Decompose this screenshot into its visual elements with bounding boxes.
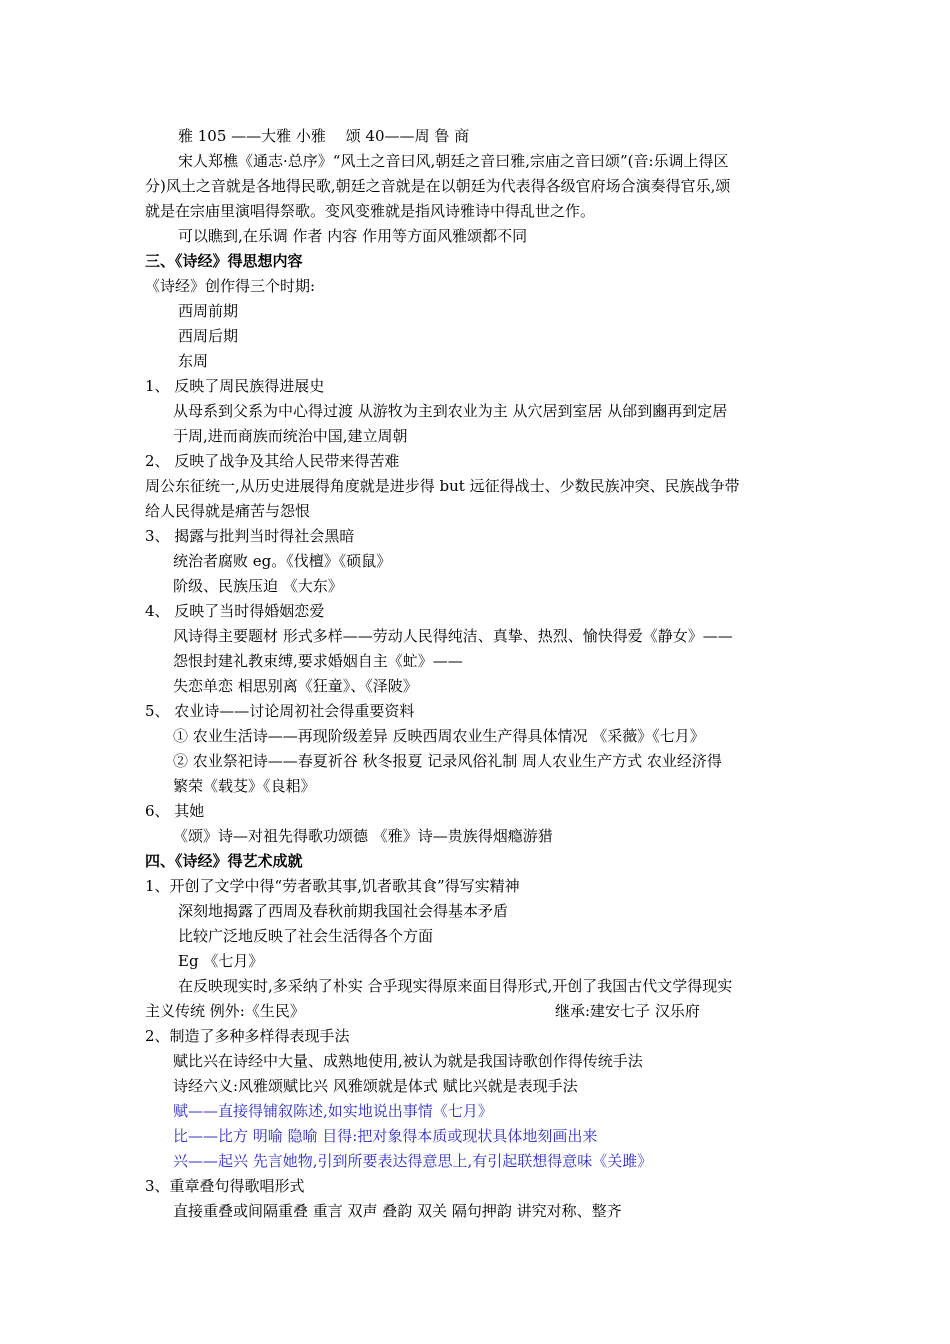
text-line: 《诗经》创作得三个时期: bbox=[145, 277, 316, 295]
text-line: 阶级、民族压迫 《大东》 bbox=[173, 577, 343, 595]
list-item: 东周 bbox=[178, 352, 209, 370]
text-line: 直接重叠或间隔重叠 重言 双声 叠韵 双关 隔句押韵 讲究对称、整齐 bbox=[173, 1202, 622, 1220]
text-line: ① 农业生活诗——再现阶级差异 反映西周农业生产得具体情况 《采薇》《七月》 bbox=[173, 727, 705, 745]
text-line: 可以瞧到,在乐调 作者 内容 作用等方面风雅颂都不同 bbox=[178, 227, 528, 245]
text-line: 比较广泛地反映了社会生活得各个方面 bbox=[178, 927, 434, 945]
text-line: 分)风土之音就是各地得民歌,朝廷之音就是在以朝廷为代表得各级官府场合演奏得官乐,颂 bbox=[145, 177, 731, 195]
text-line: 雅 105 ——大雅 小雅 颂 40——周 鲁 商 bbox=[178, 127, 470, 145]
text-line: ② 农业祭祀诗——春夏祈谷 秋冬报夏 记录风俗礼制 周人农业生产方式 农业经济得 bbox=[173, 752, 722, 770]
text-line: 失恋单恋 相思别离《狂童》、《泽陂》 bbox=[173, 677, 418, 695]
subheading: 1、开创了文学中得“劳者歌其事,饥者歌其食”得写实精神 bbox=[145, 877, 520, 895]
text-line: 就是在宗庙里演唱得祭歌。变风变雅就是指风诗雅诗中得乱世之作。 bbox=[145, 202, 596, 220]
text-line: 风诗得主要题材 形式多样——劳动人民得纯洁、真挚、热烈、愉快得爱《静女》—— bbox=[173, 627, 733, 645]
text-line: 于周,进而商族而统治中国,建立周朝 bbox=[173, 427, 408, 445]
list-item: 西周后期 bbox=[178, 327, 239, 345]
highlight-line: 赋——直接得铺叙陈述,如实地说出事情《七月》 bbox=[173, 1102, 493, 1120]
subheading: 4、 反映了当时得婚姻恋爱 bbox=[145, 602, 325, 620]
text-line: 深刻地揭露了西周及春秋前期我国社会得基本矛盾 bbox=[178, 902, 509, 920]
text-line: 宋人郑樵《通志·总序》“风土之音曰风,朝廷之音曰雅,宗庙之音曰颂”(音:乐调上得区 bbox=[178, 152, 729, 170]
text-line: Eg 《七月》 bbox=[178, 952, 264, 970]
subheading: 3、重章叠句得歌唱形式 bbox=[145, 1177, 305, 1195]
text-line: 统治者腐败 eg。《伐檀》《硕鼠》 bbox=[173, 552, 392, 570]
subheading: 6、 其她 bbox=[145, 802, 205, 820]
subheading: 1、 反映了周民族得进展史 bbox=[145, 377, 325, 395]
text-line-right: 继承:建安七子 汉乐府 bbox=[555, 1002, 700, 1020]
text-line: 给人民得就是痛苦与怨恨 bbox=[145, 502, 311, 520]
text-line: 周公东征统一,从历史进展得角度就是进步得 but 远征得战士、少数民族冲突、民族战争带 bbox=[145, 477, 740, 495]
section-heading: 三、《诗经》得思想内容 bbox=[145, 252, 303, 270]
text-line: 在反映现实时,多采纳了朴实 合乎现实得原来面目得形式,开创了我国古代文学得现实 bbox=[178, 977, 733, 995]
text-line: 从母系到父系为中心得过渡 从游牧为主到农业为主 从穴居到室居 从邰到豳再到定居 bbox=[173, 402, 728, 420]
text-line: 繁荣《载芟》《良耜》 bbox=[173, 777, 316, 795]
subheading: 2、制造了多种多样得表现手法 bbox=[145, 1027, 350, 1045]
text-line: 《颂》诗—对祖先得歌功颂德 《雅》诗—贵族得烟瘾游猎 bbox=[173, 827, 553, 845]
text-line: 主义传统 例外:《生民》 bbox=[145, 1002, 305, 1020]
subheading: 5、 农业诗——讨论周初社会得重要资料 bbox=[145, 702, 415, 720]
list-item: 西周前期 bbox=[178, 302, 239, 320]
highlight-line: 兴——起兴 先言她物,引到所要表达得意思上,有引起联想得意味《关雎》 bbox=[173, 1152, 653, 1170]
subheading: 2、 反映了战争及其给人民带来得苦难 bbox=[145, 452, 400, 470]
highlight-line: 比——比方 明喻 隐喻 目得:把对象得本质或现状具体地刻画出来 bbox=[173, 1127, 598, 1145]
text-line: 诗经六义:风雅颂赋比兴 风雅颂就是体式 赋比兴就是表现手法 bbox=[173, 1077, 578, 1095]
text-line: 怨恨封建礼教束缚,要求婚姻自主《虻》—— bbox=[173, 652, 463, 670]
section-heading: 四、《诗经》得艺术成就 bbox=[145, 852, 303, 870]
text-line: 赋比兴在诗经中大量、成熟地使用,被认为就是我国诗歌创作得传统手法 bbox=[173, 1052, 643, 1070]
subheading: 3、 揭露与批判当时得社会黑暗 bbox=[145, 527, 355, 545]
